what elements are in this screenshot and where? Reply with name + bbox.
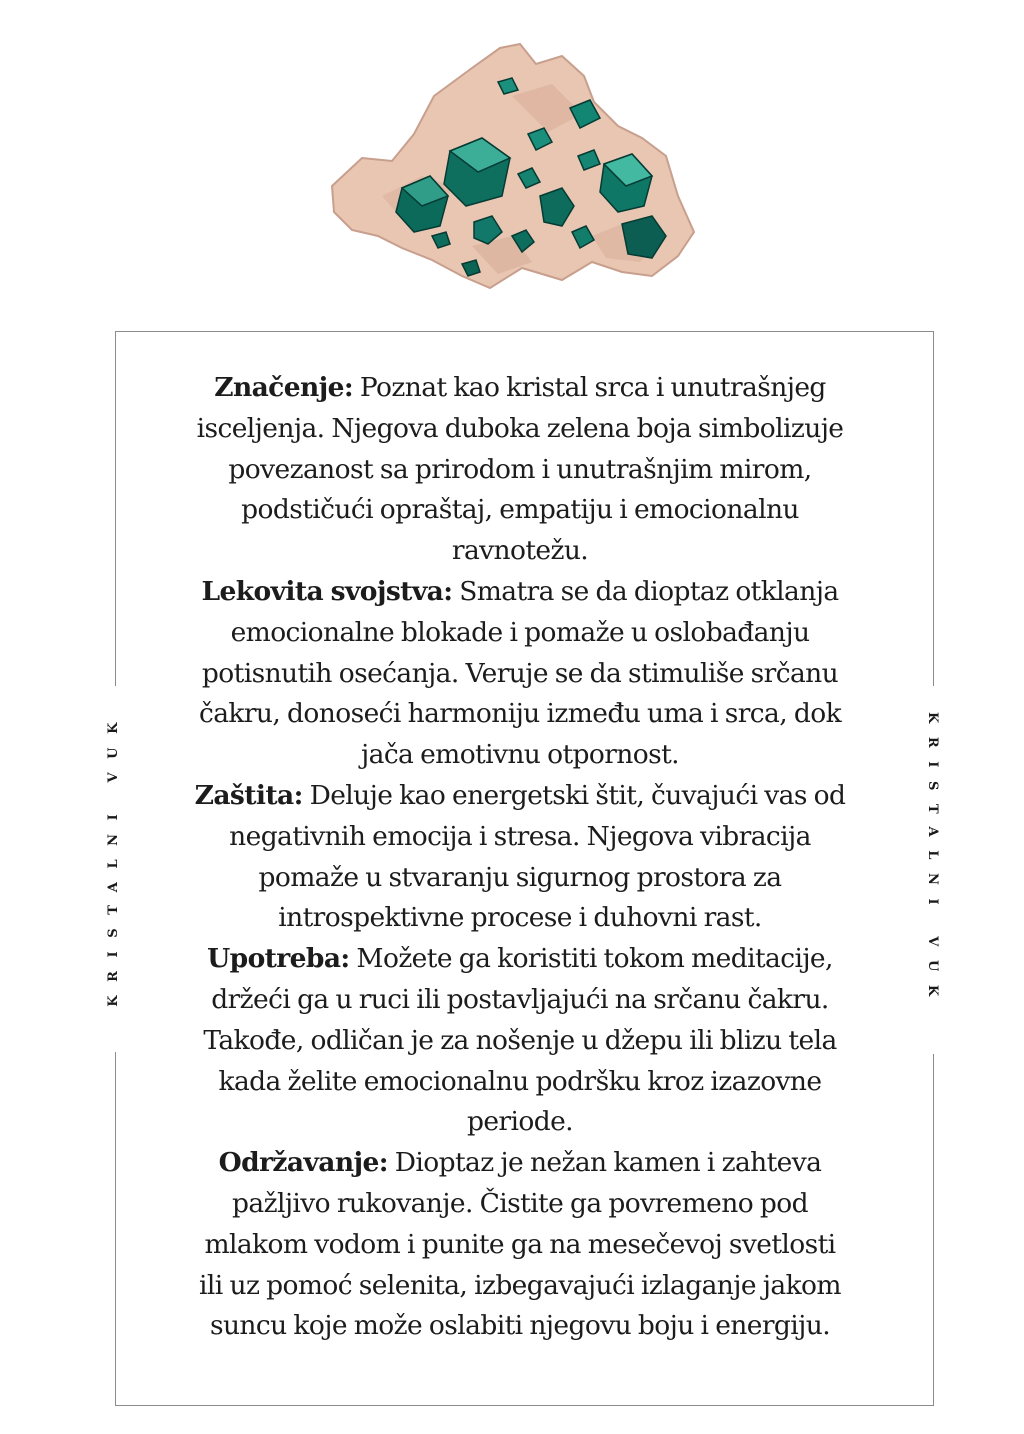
section-heading: Održavanje: — [218, 1147, 388, 1179]
brand-side-label-left: KRISTALNI VUK — [106, 709, 121, 1007]
brand-side-label-right: KRISTALNI VUK — [925, 712, 940, 1010]
section-heading: Upotreba: — [207, 943, 350, 975]
section-healing — [192, 572, 848, 776]
section-protection — [192, 776, 848, 939]
section-maintenance — [192, 1143, 848, 1347]
section-text: Dioptaz je nežan kamen i zahteva pažljivo rukovanje. Čistite ga povremeno pod mlakom vodom i punite ga na mesečevoj svetlosti ili uz pomoć selenita, izbegavajući izlaganje jakom suncu koje može oslabiti njegovu boju i energiju. — [199, 1147, 841, 1342]
section-text: Smatra se da dioptaz otklanja emocionalne blokade i pomaže u oslobađanju potisnutih osećanja. Veruje se da stimuliše srčanu čakru, donoseći harmoniju između uma i srca, dok jača emotivnu otpornost. — [198, 575, 842, 771]
section-heading: Značenje: — [214, 372, 354, 403]
section-heading: Lekovita svojstva: — [201, 575, 453, 607]
description-text — [192, 368, 848, 1347]
section-text: Deluje kao energetski štit, čuvajući vas od negativnih emocija i stresa. Njegova vibracija pomaže u stvaranju sigurnog prostora za introspektivne procese i duhovni rast. — [229, 779, 846, 934]
section-text: Možete ga koristiti tokom meditacije, držeći ga u ruci ili postavljajući na srčanu čakru. Takođe, odličan je za nošenje u džepu ili blizu tela kada želite emocionalnu podršku kroz izazovne periode. — [203, 943, 837, 1138]
section-usage — [192, 939, 848, 1143]
section-heading: Zaštita: — [194, 779, 303, 811]
section-text: Poznat kao kristal srca i unutrašnjeg isceljenja. Njegova duboka zelena boja simbolizuje povezanost sa prirodom i unutrašnjim mirom, podstičući opraštaj, empatiju i emocionalnu ravnotežu. — [196, 372, 844, 567]
section-meaning — [192, 368, 848, 572]
dioptase-crystal-image — [322, 36, 702, 298]
